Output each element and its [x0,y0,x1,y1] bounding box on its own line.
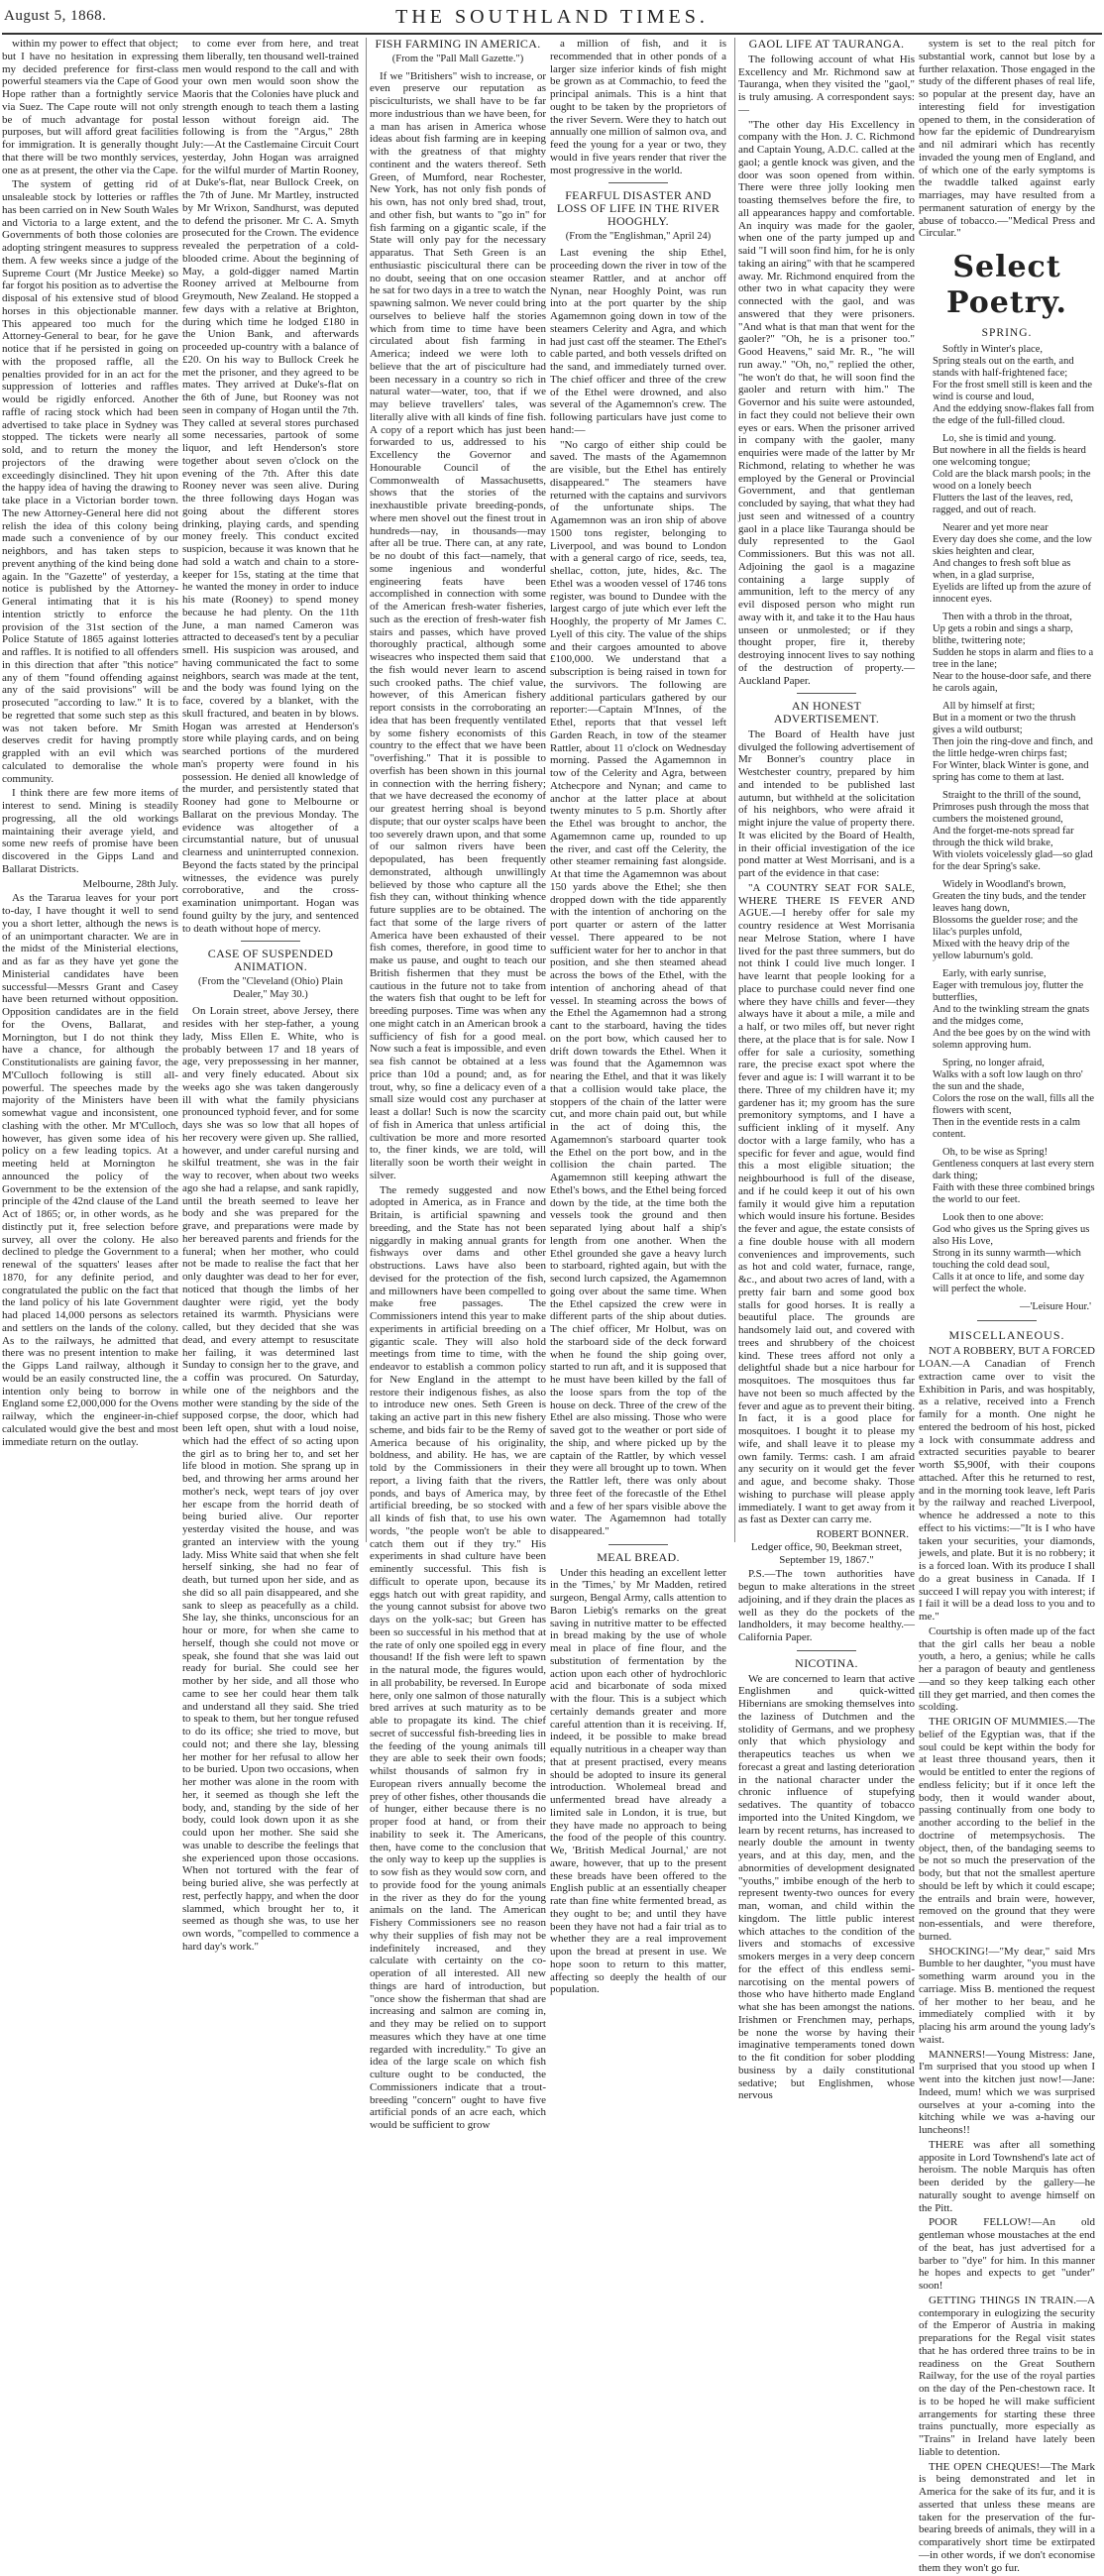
stanza [919,968,1095,1052]
verse-line: Faith with these three combined brings the world to our feet. [933,1181,1095,1205]
verse-line: Greaten the tiny buds, and the tender leaves hang down, [933,890,1086,914]
verse-line: Strong in its sunny warmth—which touching the cold dead soul, [933,1247,1081,1271]
misc-item: THE ORIGIN OF MUMMIES.—The belief of the Egyptian was, that if the soul could be kept within the body for at least three thousand years, then it would be entitled to enter the regions of endless felicity; but if it once left the body, then it would wander about, passing continually from one body to another according to the belief in the doctrine of metempsychosis. The object, then, of the bandaging seems to be not so much the preservation of the body, but that not the smallest aperture should be left by which it could escape; the entrails and brain were, however, removed on the ground that they were non-essentials, and were therefore, burned. [919,1716,1095,1943]
verse-line: Oh, to be wise as Spring! [942,1146,1049,1158]
verse-line: Eyelids are lifted up from the azure of innocent eyes. [933,581,1092,605]
verse-line: For Winter, black Winter is gone, and spring has come to them at last. [933,759,1089,783]
masthead-rule [2,33,1102,35]
stanza [919,522,1095,606]
article-heading: GAOL LIFE AT TAURANGA. [748,37,905,51]
article-separator [977,1320,1037,1321]
verse-line: Spring steals out on the earth, and stands with half-frightened face; [933,355,1074,379]
verse-line: Look then to one above: [942,1211,1045,1223]
verse-line: Calls it at once to life, and some day will perfect the whole. [933,1271,1085,1294]
paragraph: a million of fish, and it is recommended that in other ponds of a larger size inferior kinds of fish might be grown as at Commachio, to feed the principal animals. This is a hint that ought to be taken by the proprietors of the river Severn. Were they to hatch out annually one million of salmon ova, and feed the young for a year or two, they would in five years render that river the most progressive in the world. [550,38,726,176]
verse-line: And the bee goes by on the wind with solemn approving hum. [933,1027,1091,1051]
article-source: (From the "Cleveland (Ohio) Plain Dealer," May 30.) [197,975,343,1000]
verse-line: Blossoms the guelder rose; and the lilac's purples unfold, [933,914,1078,938]
verse-line: All by himself at first; [942,700,1036,712]
verse-line: And to the twinkling stream the gnats and the midges come, [933,1003,1090,1027]
paragraph: The following account of what His Excellency and Mr. Richmond saw at Tauranga, when they visited the "gaol," is truly amusing. A correspondent says:— [738,53,915,116]
masthead [0,0,1104,36]
column-3a [738,38,915,2104]
paragraph: to come ever from here, and treat them liberally, ten thousand well-trained men would respond to the call and with your own men would soon show the Maoris that the Colonies have pluck and strength enough to teach them a lasting lesson without foreign aid. The following is from the "Argus," 28th July:—At the Castlemaine Circuit Court yesterday, John Hogan was arraigned for the wilful murder of Martin Rooney, at Duke's-flat, near Bullock Creek, on the 7th of June. Mr Martley, instructed by Mr Wrixon, Sandhurst, was deputed to defend the prisoner. Mr C. A. Smyth prosecuted for the Crown. The evidence revealed the perpetration of a cold-blooded crime. About the beginning of May, a gold-digger named Martin Rooney arrived at Melbourne from Greymouth, New Zealand. He stopped a few days with a relative at Brighton, during which time he lodged £180 in the Union Bank, and afterwards proceeded up-country with a balance of £20. On his way to Bullock Creek he met the prisoner, and they agreed to be mates. They arrived at Duke's-flat on the 6th of June, but Rooney was not seen in company of Hogan until the 7th. They called at several stores purchased some necessaries, partook of some liquor, and left Henderson's store together about seven o'clock on the evening of the 7th. After this date Rooney never was seen alive. During the three following days Hogan was going about the different stores drinking, playing cards, and spending money freely. This conduct excited suspicion, because it was known that he had sold a watch and chain to a store-keeper for 15s, stating at the time that he wanted the money in order to induce his mate (Rooney) to spend money because he had plenty. On the 11th June, a man named Cameron was attracted to deceased's tent by a peculiar smell. His suspicion was aroused, and having communicated the fact to some neighbors, search was made at the tent, and the body was found lying on the face, covered by a blanket, with the skull fractured, and beaten in by blows. Hogan was arrested at Henderson's store while playing cards, and on being searched portions of the murdered man's property were found in his possession. He denied all knowledge of the murder, and persistently stated that Rooney had gone to Melbourne or Ballarat on the previous Monday. The evidence was altogether of a circumstantial nature, but of unusual clearness and uninterrupted connexion. Beyond the facts stated by the principal witnesses, the evidence was purely corroborative, and the cross-examination unimportant. Hogan was found guilty by the jury, and sentenced to death without hope of mercy. [182,38,359,935]
verse-line: Nearer and yet more near [942,521,1049,533]
verse-line: Widely in Woodland's brown, [942,878,1066,890]
article-separator [608,1544,668,1545]
stanza [919,344,1095,427]
poem-credit: —'Leisure Hour.' [1019,1300,1091,1312]
poetry-heading: Select Poetry. [946,250,1067,320]
paragraph: The remedy suggested and now adopted in America, as in France and Britain, is artificial spawning and breeding, and the State has not been niggardly in making annual grants for fishways over dams and other obstructions. Laws have also been devised for the protection of the fish, and millowners have been compelled to make free passages. The Commissioners intend this year to make experiments in artificial breeding on a gigantic scale. They will also hold meetings from time to time, with the endeavor to establish a common policy for New England in the attempt to restore their indigenous fishes, as also to introduce new ones. Seth Green is taking an active part in this new fishery scheme, and bids fair to be the Remy of America because of his originality, boldness, and ability. He has, we are told by the Commissioners in their report, a living faith that the rivers, ponds, and bays of America may, by artificial breeding, be so stocked with all kinds of fish that, to use his own words, "the people won't be able to catch them out if they try." His experiments in shad culture have been eminently successful. This fish is difficult to operate upon, because its eggs hatch out with great rapidity, and the young cannot subsist for above two days on the yolk-sac; but Green has been so successful in his method that at the rate of only one spoiled egg in every thousand! If the fish were left to spawn in the natural mode, the figures would, in all probability, be reversed. In Europe here, only one salmon of those naturally bred arrives at such maturity as to be able to propagate its kind. The chief secret of successful fish-breeding lies in the feeding of the young animals till they are able to seek their own foods; whilst thousands of salmon fry in European rivers annually become the prey of other fishes, other thousands die of hunger, either because there is no proper food at hand, or from their inability to seek it. The Americans, then, have come to the conclusion that the only way to keep up the supplies is to sow fish as they would sow corn, and to provide food for the young animals in the river as they do for the young animals on the land. The American Fishery Commissioners see no reason why their supplies of fish may not be indefinitely increased, and they calculate with certainty on the co-operation of all interested. All new things are hard of introduction, but "once show the fisherman that shad are increasing and salmon are coming in, and they may be relied on to support measures which they have at one time regarded with incredulity." To give an idea of the large scale on which fish culture ought to be conducted, the Commissioners indicate that a trout-breeding "concern" ought to have five artificial ponds of an acre each, which would be sufficient to grow [370,1183,546,2131]
verse-line: Then in the eventide rests in a calm content. [933,1116,1080,1140]
article-heading: NICOTINA. [795,1655,858,1670]
verse-line: God who gives us the Spring gives us also His Love, [933,1223,1090,1247]
paragraph: Ledger office, 90, Beekman street, September 19, 1867." [750,1540,903,1566]
paragraph: system is set to the real pitch for substantial work, cannot but lose by a further relaxation. Those engaged in the study of the different phases of real life, so popular at the present day, have an interesting field for investigation opened to them, in the consideration of how far the epidemic of Dundrearyism and nil admirari which has recently invaded the young men of England, and of which one of the early symptoms is the twaddle talked against early marriages, may have resulted from a permanent saturation of energy by the abuse of tobacco.—"Medical Press and Circular." [919,38,1095,240]
miscellaneous-items [919,1345,1095,2574]
paragraph: "A COUNTRY SEAT FOR SALE, WHERE THERE IS FEVER AND AGUE.—I hereby offer for sale my country residence at West Morrisania near Melrose Station, where I have lived for the past three summers, but do not think I could live much longer. I have learnt that people looking for a place to purchase could never find one where they have chills and fever—they always have it about a mile, a mile and a half, or two miles off, but never right there, at the place that is for sale. Now I offer for sale a curiosity, something rare, the precise exact spot where the fever and ague is: I will warrant it to be there. Three of my children have it; my gardener has it; my groom has the sure premonitory symptoms, and I have a sufficient inkling of it myself. Any doctor with a large family, who has a specific for fever and ague, would find this a most eligible situation; the neighbourhood is full of the disease, and if he could keep it out of his own family it would give him a reputation which would insure his fortune. Besides the fever and ague, the estate consists of a fine double house with all modern conveniences and improvements, such as hot and cold water, furnace, range, &c., and about two acres of land, with a pretty fair barn and some good box stalls for good horses. It is really a beautiful place. The grounds are handsomely laid out, and covered with trees and shrubbery of the choicest kind. These trees afford not only a delightful shade but a nice harbour for mosquitoes. The mosquitoes thus far have not been so much affected by the fever and ague as to prevent their biting. In fact, it is a good place for mosquitoes. I bought it to please my wife, and shall leave it to please my own family. Terms: cash. I am afraid any security on it would get the fever and ague, and become shaky. Those wishing to purchase will please apply immediately. I want to get away from it as fast as Dexter can carry me. [738,881,915,1526]
article-heading: FISH FARMING IN AMERICA. [375,37,541,51]
column-3b [919,38,1095,2576]
paragraph: We are concerned to learn that active Englishmen and quick-witted Hibernians are smoking themselves into the laziness of Dutchmen and the stolidity of Germans, and we prophesy only that which physiology and therapeutics teaches us when we forecast a great and lasting deterioration in the national character under the chronic influence of stupefying sedatives. The quantity of tobacco imported into the United Kingdom, we learn by recent returns, has increased to nearly double the amount in twenty years, and at this day, men, and the abnormities of development designated "youths," imbibe enough of the herb to represent twenty-two ounces for every man, woman, and child within the kingdom. The little public interest which attaches to the condition of the livers and stomachs of excessive smokers merges in a very deep concern for the effect of this endless semi-narcotising on the mental powers of those who have hitherto made England what she has been amongst the nations. Irishmen or Frenchmen may, perhaps, be none the worse by having their imaginative temperaments toned down to the fit condition for sober plodding business by a daily constitutional sedative; but Englishmen, whose nervous [738,1672,915,2102]
verse-line: Mixed with the heavy drip of the yellow laburnum's gold. [933,938,1070,961]
poem-title: SPRING. [981,327,1033,339]
paragraph: I think there are few more items of interest to send. Mining is steadily progressing, all the old workings maintaining their average yield, and some new reefs of promise have been discovered in the Gipps Land and Ballarat Districts. [2,787,178,875]
verse-line: But nowhere in all the fields is heard one welcoming tongue; [933,444,1086,468]
verse-line: With violets voicelessly glad—so glad for the dear Spring's sake. [933,848,1093,872]
verse-line: Every day does she come, and the low skies heighten and clear, [933,533,1092,557]
misc-item: THE OPEN CHEQUES!—The Mark is being demonstrated and let in America for the sake of its fur, and it is asserted that unless these means are taken for the preservation of the fur-bearing breeds of animals, they will in a comparatively short time be extirpated—in other words, if we don't economise them they won't go fur. [919,2460,1095,2574]
verse-line: Walks with a soft low laugh on thro' the sun and the shade, [933,1068,1083,1092]
issue-date: August 5, 1868. [4,8,107,24]
misc-item: Courtship is often made up of the fact that the girl calls her beau a noble youth, a hero, a genius; while he calls her a paragon of beauty and gentleness—and so they keep talking each other till they get married, and then comes the scolding. [919,1624,1095,1714]
paragraph: Last evening the ship Ethel, proceeding down the river in tow of the steamer Rattler, and at anchor off Nynan, near Hooghly Point, was run into at the port quarter by the ship Agamemnon going down in tow of the steamers Celerity and Agra, and which had just cast off the steamer. The Ethel's cable parted, and both vessels drifted on the sand, and immediately turned over. The chief officer and three of the crew of the Ethel were drowned, and also several of the Agamemnon's crew. The following particulars have just come to hand:— [550,247,726,436]
verse-line: And the forget-me-nots spread far through the thick wild brake, [933,825,1074,848]
paragraph: On Lorain street, above Jersey, there resides with her step-father, a young lady, Miss Ellen E. White, who is probably between 17 and 18 years of age, very prepossessing in her manner, and very finely educated. About six weeks ago she was taken dangerously ill with what the family physicians pronounced typhoid fever, and for some days she was so low that all hopes of her recovery were given up. She rallied, however, and under careful nursing and skilful treatment, she was in the fair way to recover, when about two weeks ago she had a relapse, and sank rapidly, until the breath seemed to leave her body and she was prepared for the grave, and preparations were made by her bereaved parents and friends for the funeral; when her mother, who could not be made to realise the fact that her only daughter was dead to her for ever, noticed that though the limbs of her daughter were rigid, yet the body retained its warmth. Physicians were called, but they decided that she was dead, and every attempt to resuscitate her failing, it was determined last Sunday to consign her to the grave, and a coffin was procured. On Saturday, while one of the neighbors and the mother were standing by the side of the supposed corpse, the door, which had been left open, shut with a loud noise, which had the effect of so acting upon the girl as to bring her to, and set her life blood in motion. She sprang up in bed, and throwing her arms around her mother's neck, wept tears of joy over her escape from the horrid death of being buried alive. Our reporter yesterday visited the house, and was granted an interview with the young lady. Miss White said that when she felt herself sinking, she had no fear of death, but turned upon her side, and as she did so all pain disappeared, and she sank to sleep as peacefully as a child. She lay, she thinks, unconscious for an hour or more, for when she came to herself, though she could not move or speak, she found that she was laid out ready for burial. She could see her mother by her side, and all those who came to see her could hear them talk and understand all they said. She tried to speak to them, but her tongue refused to do its office; she tried to move, but could not; and there she lay, blessing her mother for her refusal to allow her to be buried. Upon two occasions, when her mother was alone in the room with her, it seemed as though she left the body, and, standing by the side of her body, could look down upon it as she could upon her mother. She said she was unable to describe the feelings that she experienced upon those occasions. When not tortured with the fear of being buried alive, she was perfectly at rest, perfectly happy, and when the door slammed, which brought her to, it seemed as though she was, to use her own words, "compelled to commence a hard day's work." [182,1005,359,1953]
verse-line: For the frost smell still is keen and the wind is course and loud, [933,379,1092,402]
article-heading: AN HONEST ADVERTISEMENT. [773,699,880,726]
verse-line: Flutters the last of the leaves, red, ragged, and out of reach. [933,492,1073,515]
stanza [919,1147,1095,1206]
paragraph: The Board of Health have just divulged the following advertisement of Mr Bonner's country place in Westchester country, prepared by him and intended to be published last autumn, but withheld at the solicitation of his neighbors, who were afraid it might injure the value of property there. It was elicited by the Board of Health, in their official investigation of the ice pond matter at West Morrisani, and is a part of the evidence in that case: [738,728,915,879]
article-heading: MEAL BREAD. [597,1549,680,1564]
misc-item: NOT A ROBBERY, BUT A FORCED LOAN.—A Canadian of French extraction came over to visit the Exhibition in Paris, and was hospitably, as a relative, received into a French family for a month. One night he entered the bedroom of his host, picked a lock with consummate address and extracted securities payable to bearer worth $5,900f, with their coupons attached. After this he returned to rest, and in the morning took leave, left Paris by the railway and reached Liverpool, whence he addressed a note to this effect to his victims:—"It is I who have taken your securities, your diamonds, jewels, and plate. But it is no robbery; it is a forced loan. With its produce I shall do a great business in Canada. If I succeed I will repay you with interest; if I fail it will be a dead loss to you and to me." [919,1345,1095,1623]
verse-line: And changes to fresh soft blue as when, in a glad surprise, [933,557,1071,581]
paragraph: "No cargo of either ship could be saved. The masts of the Agamemnon are visible, but the Ethel has entirely disappeared." The steamers have returned with the captains and survivors of the unfortunate ships. The Agamemnon was an iron ship of above 1500 tons register, belonging to Liverpool, and was bound to London with a general cargo of rice, seeds, tea, shellac, cotton, jute, hides, &c. The Ethel was a wooden vessel of 1746 tons register, was bound to Dundee with the largest cargo of jute which ever left the Hooghly, the property of Mr James C. Lyell of this city. The value of the ships and their cargoes amounted to above £100,000. We understand that a subscription is being raised in town for the survivors. The following are additional particulars gathered by our reporter:—Captain M'Innes, of the Ethel, reports that that vessel left Garden Reach, in tow of the steamer Rattler, about 11 o'clock on Wednesday morning. Passed the Agamemnon in tow of the Celerity and Agra, between Atchecpore and Nynan; and came to anchor at the latter place at about twenty minutes to 5 p.m. Shortly after the Ethel was brought to anchor, the Agamemnon came up, rounded to up the river, and cast off the Celerity, the other steamer remaining fast alongside. At that time the Agamemnon was about 150 yards above the Ethel; she then dropped down with the tide apparently with the intention of anchoring on the port quarter or astern of the latter vessel. There appeared to be not sufficient water for her to anchor in that position, and she then steamed ahead across the bows of the Ethel, with the intention of anchoring ahead of that vessel. In steaming across the bows of the Ethel the Agamemnon had a strong cant to the starboard, having the tides on the port bow, which caused her to drift down towards the Ethel. When it was found that the Agamemnon was nearing the Ethel, and that it was likely that a collision would take place, the stoppers of the chain of the latter were cut, and more chain paid out, but while in the act of doing this, the Agamemnon's starboard quarter took the Ethel on the port bow, and in the collision the chain parted. The Agamemnon still keeping athwart the Ethel's bows, and the Ethel being forced down by the tide, at the time both the vessels took the ground and then separated lying about half a ship's length from one another. When the Ethel grounded she gave a heavy lurch to starboard, righted again, but with the second lurch capsized, the Agamemnon going over about the same time. When the Ethel capsized the crew were in different parts of the ship about duties. The chief officer, Mr Holbut, was on the starboard side of the deck forward when he found the ship going over, started to run aft, and it is supposed that he must have been killed by the fall of the loose spars from the top of the house on deck. Three of the crew of the Ethel are also missing. Those who were saved got to the weather or port side of the ship, and where picked up by the captain of the Rattler, by which vessel they were all brought up to town. When the Rattler left, there was only about three feet of the forecastle of the Ethel and a few of her spars visible above the water. The Agamemnon had totally disappeared." [550,438,726,1537]
article-separator [241,941,300,942]
stanza [919,790,1095,873]
verse-line: And the eddying snow-flakes fall from the edge of the full-filled cloud. [933,402,1095,426]
verse-line: Straight to the thrill of the sound, [942,789,1081,801]
article-separator [797,1650,856,1651]
signature: ROBERT BONNER. [816,1528,909,1540]
article-heading: MISCELLANEOUS. [948,1327,1065,1342]
verse-line: Then join the ring-dove and finch, and the little hedge-wren chirps fast; [933,735,1093,759]
stanza [919,433,1095,516]
paragraph: P.S.—The town authorities have begun to make alterations in the street adjoining, and if they drain the places as well as they do the pockets of the landholders, it may become healthy.—California Paper. [738,1568,915,1643]
verse-line: Eager with tremulous joy, flutter the butterflies, [933,979,1084,1003]
newspaper-title: THE SOUTHLAND TIMES. [395,6,709,28]
paragraph: within my power to effect that object; but I have no hesitation in expressing my decided preference for first-class powerful steamers via the Cape of Good Hope rather than a fortnightly service via Suez. The Cape route will not only be of much advantage for postal purposes, but will afford great facilities for immigration. It is generally thought that there will be two monthly services, one as at present, the other via the Cape. [2,38,178,176]
paragraph: As the Tararua leaves for your port to-day, I have thought it well to send you a short letter, although the news is of an unimportant character. We are in the midst of the Ministerial elections, and as far as they have yet gone the Ministerial candidates have been successful—Messrs Grant and Casey have been returned without opposition. Opposition candidates are in the field for the Ovens, Ballarat, and Mornington, but I do not think they have a chance, for although the Constitutionalists are gaining favor, the M'Culloch following is still all-powerful. The speeches made by the majority of the Ministers have been somewhat vague and inconsistent, one clashing with the other. Mr M'Culloch, however, has given some idea of his policy on a few leading topics. At a meeting held at Mornington he announced the policy of the Government to be the extension of the principle of the 42nd clause of the Land Act of 1865; or, in other words, as he distinctly put it, free selection before survey, all over the colony. He also declined to pledge the Government to a renewal of the squatters' leases after 1870, for any definite period, and congratulated the public on the fact that the land policy of his late Government had placed 14,000 persons as selectors and settlers on the lands of the colony. As to the railways, he admitted that there was no present intention to make the Gipps Land railway, although it would be an easily constructed line, the intention only being to borrow in England some £2,000,000 for the Ovens railway, which the engineer-in-chief calculated would give the best and most immediate return on the outlay. [2,892,178,1448]
verse-line: Cold are the black marsh pools; in the wood on a lonely beech [933,468,1091,492]
verse-line: Spring, no longer afraid, [942,1057,1045,1068]
article-separator [608,182,668,183]
verse-line: Gentleness conquers at last every stern dark thing; [933,1158,1094,1181]
article-separator [797,693,856,694]
column-2 [370,37,732,2131]
column-1a [2,38,178,1450]
article-source: (From the "Pall Mall Gazette.") [391,53,524,64]
article-heading: CASE OF SUSPENDED ANIMATION. [207,947,334,973]
column-2b [550,38,726,1998]
misc-item: MANNERS!—Young Mistress: Jane, I'm surprised that you stood up when I went into the kitchen just now!—Jane: Indeed, mum! which we was surprised ourselves at your a-coming into the kitching while we was a-having our luncheons!! [919,2048,1095,2136]
dateline: Melbourne, 28th July. [82,877,178,890]
verse-line: Primroses push through the moss that cumbers the moistened ground, [933,801,1089,825]
paragraph: If we "Britishers" wish to increase, or even preserve our reputation as pisciculturists, we shall have to be far more industrious than we have been, for a man has arisen in America whose ideas about fish farming are in keeping with the greatness of that mighty continent and the waters thereof. Seth Green, of Mumford, near Rochester, New York, has not only fish ponds of his own, has not only bred shad, trout, and other fish, but wants to "go in" for fish farming on a gigantic scale, if the State will only pay for the necessary apparatus. That Seth Green is an enthusiastic piscicultural there can be no doubt, seeing that on one occasion he sat for two days in a tree to watch the spawning salmon. We never could bring ourselves to believe half the stories which from time to time have been circulated about fish farming in America; indeed we were loth to believe that the art of pisciculture had been necessary in a country so rich in natural water—water, too, that if we may believe travellers' tales, was literally alive with all kinds of fine fish. A copy of a report which has just been forwarded to us, addressed to his Excellency the Governor and Honourable Council of the Commonwealth of Massachusetts, shows that the stories of the inexhaustible private breeding-ponds, where men shovel out the finest trout in hundreds—nay, in thousands—may after all be true. There can, at any rate, be no doubt of this fact—namely, that some ingenious and wonderful engineering feats have been accomplished in connection with some of the American fresh-water fisheries, such as the erection of fresh-water fish stairs and passes, which have proved thoroughly practical, although some wiseacres who inspected them said that the fish would never learn to ascend such crooked paths. The chief value, however, of this American fishery report consists in the corroborating an idea that has been frequently ventilated by some fishery economists of this country to the effect that we have been "overfishing." That it is possible to overfish has been shown in this journal in connection with the herring fishery; that we have decreased the economy of our greatest herring shoal is beyond dispute; that our oyster scalps have been too severely drawn upon, and that some of our salmon rivers have been depopulated, has been frequently demonstrated, although unwillingly believed by those who capture all the fish they can, without thinking whence future supplies are to be obtained. The fact that some of the large rivers of America have been exhausted of their fish comes, therefore, in good time to make us pause, and ought to teach our British fishermen that they must be cautious in the future not to take from the waters fish that ought to be left for breeding purposes. Time was when any one might catch in an American brook a sufficiency of fish for a good meal. Now such a feat is impossible, and even sea fish cannot be obtained at a less price than 10d a pound; and, as for trout, why, so fine a delicacy even of a small size would cost any purchaser at least a dollar! Such is now the scarcity of fish in America that unless artificial cultivation be more and more resorted to, the finer kinds, we are told, will literally soon be worth their weight in silver. [370,69,546,1181]
paragraph: Under this heading an excellent letter in the 'Times,' by Mr Madden, retired surgeon, Bengal Army, calls attention to Baron Liebig's remarks on the great saving in nutritive matter to be effected in bread making by the use of whole meal in place of fine flour, and the substitution of fermentation by the action upon each other of hydrochloric acid and bicarbonate of soda mixed with the flour. This is a subject which certainly demands greater and more careful attention than it is receiving. If, indeed, it be possible to make bread equally nutritious in a cheaper way than that at present practised, every means should be adopted to insure its general introduction. Wholemeal bread and unfermented bread have already a limited sale in London, it is true, but they have made no approach to being the food of the people of this country. We, 'British Medical Journal,' are not aware, however, that up to the present these breads have been offered to the English public at an essentially cheaper rate than fine white fermented bread, as they ought to be; and until they have been they have not had a fair trial as to whether they are a real improvement upon the bread at present in use. We hope soon to return to this matter, affecting so deeply the health of our population. [550,1566,726,1996]
article-source: (From the "Englishman," April 24) [565,230,712,242]
verse-line: Up gets a robin and sings a sharp, blithe, twittering note; [933,622,1073,646]
verse-line: Then with a throb in the throat, [942,611,1072,622]
column-1 [2,38,363,1953]
column-2a [370,38,546,2134]
verse-line: Sudden he stops in alarm and flies to a tree in the lane; [933,646,1094,670]
misc-item: SHOCKING!—"My dear," said Mrs Bumble to her daughter, "you must have something warm around you in the carriage. Miss B. mentioned the request of her mother to her beau, and he immediately complied with it by placing his arm around the young lady's waist. [919,1945,1095,2046]
stanza [919,1212,1095,1295]
verse-line: Early, with early sunrise, [942,967,1047,979]
verse-line: Near to the house-door safe, and there he carols again, [933,670,1092,694]
misc-item: GETTING THINGS IN TRAIN.—A contemporary in eulogizing the security of the Emperor of Austria in making preparations for the Regal visit states that he has ordered three trains to be in readiness on the Great Southern Railway, for the use of the royal parties on the day of the Pen-chestown race. It is to be hoped he will make sufficient arrangements for starting these three trains punctually, more especially as "Trains" in Ireland have lately been liable to detention. [919,2294,1095,2458]
verse-line: Softly in Winter's place, [942,343,1044,355]
misc-item: POOR FELLOW!—An old gentleman whose moustaches at the end of the beat, has just advertised for a barber to "dye" for him. In this manner he hopes and expects to get "under" soon! [919,2216,1095,2292]
stanza [919,1058,1095,1141]
column-3 [738,37,1101,2574]
paragraph: The system of getting rid of unsaleable stock by lotteries or raffles has been carried on in New South Wales and Victoria to a large extent, and the Governments of both those colonies are adopting stringent measures to suppress them. A few weeks since a judge of the Supreme Court (Mr Justice Meeke) so far forgot his position as to advertise the disposal of his extensive stud of blood horses in this objectionable manner. This appeared too much for the Attorney-General to bear, for he gave notice that if he persisted in going on with the proposed raffle, all the penalties provided for in an act for the suppression of lotteries and raffles would be rigidly enforced. Another raffle of racing stock which had been advertised to take place in Sydney was stopped. The tickets were nearly all sold, and to return the money the projectors of the drawing were exceedingly disinclined. They hit upon the happy idea of having the drawing to take place in a Victorian border town. The new Attorney-General here did not relish the idea of this colony being made such a convenience of by our neighbors, and has taken steps to prevent anything of the kind being done again. In the "Gazette" of yesterday, a notice is published by the Attorney-General intimating that it is his intention strictly to enforce the provision of the 31st section of the Police Statute of 1865 against lotteries and raffles. It is notified to all offenders in this direction that after "this notice" any of them "found offending against any of the said provisions" will be prosecuted "according to law." It is to be regretted that some such step as this was not taken before. Mr Smith deserves credit for having promptly grappled with an evil which was calculated to demoralise the whole community. [2,178,178,785]
column-1b [182,38,359,1956]
column-divider [734,38,735,1542]
misc-item: THERE was after all something apposite in Lord Townshend's late act of heroism. The noble Marquis has often been derided by the gallery—he naturally sought to avenge himself on the Pitt. [919,2138,1095,2214]
poem-body [919,344,1095,1295]
stanza [919,701,1095,784]
stanza [919,879,1095,962]
stanza [919,612,1095,695]
verse-line: Lo, she is timid and young. [942,432,1056,444]
paragraph: "The other day His Excellency in company with the Hon. J. C. Richmond and Captain Young, A.D.C. called at the gaol; a gentle knock was given, and the door was soon opened from within. There were three jolly looking men toasting themselves before the fire, to all appearances happy and comfortable. An inquiry was made for the gaoler, when one of the party jumped up and said "I will soon find him, for he is only taking an airing" with that he scampered away. Mr. Richmond enquired from the other two in what capacity they were connected with the gaol, and was answered that they were prisoners. "And what is that man that went for the gaoler?" "Oh, he is a prisoner too." Good Heavens," said Mr. R., "he will run away." "Oh, no," replied the other, "he won't do that, he will soon find the gaoler and return with him." The Governor and his suite were astounded, in fact they could not believe their own eyes or ears. When the prisoner arrived in company with the gaoler, many enquiries were made of the latter by Mr Richmond, relating to whether he was employed by the General or Provincial Government, and that gentleman concluded by saying, that what they had just seen and witnessed of a country gaol in a place like Tauranga should be duly represented to the Gaol Commissioners. But this was not all. Adjoining the gaol is a magazine containing a large supply of ammunition, left to the mercy of any evil disposed person who might run away with it, and take it to the Hau haus unseen or unmolested; or if they thought proper, fire it, thereby destroying innocent lives to say nothing of the destruction of property.—Auckland Paper. [738,118,915,687]
verse-line: But in a moment or two the thrush gives a wild outburst; [933,712,1076,735]
column-divider [366,38,367,1542]
verse-line: Colors the rose on the wall, fills all the flowers with scent, [933,1092,1095,1116]
article-heading: FEARFUL DISASTER AND LOSS OF LIFE IN THE RIVER HOOGHLY. [556,188,720,228]
